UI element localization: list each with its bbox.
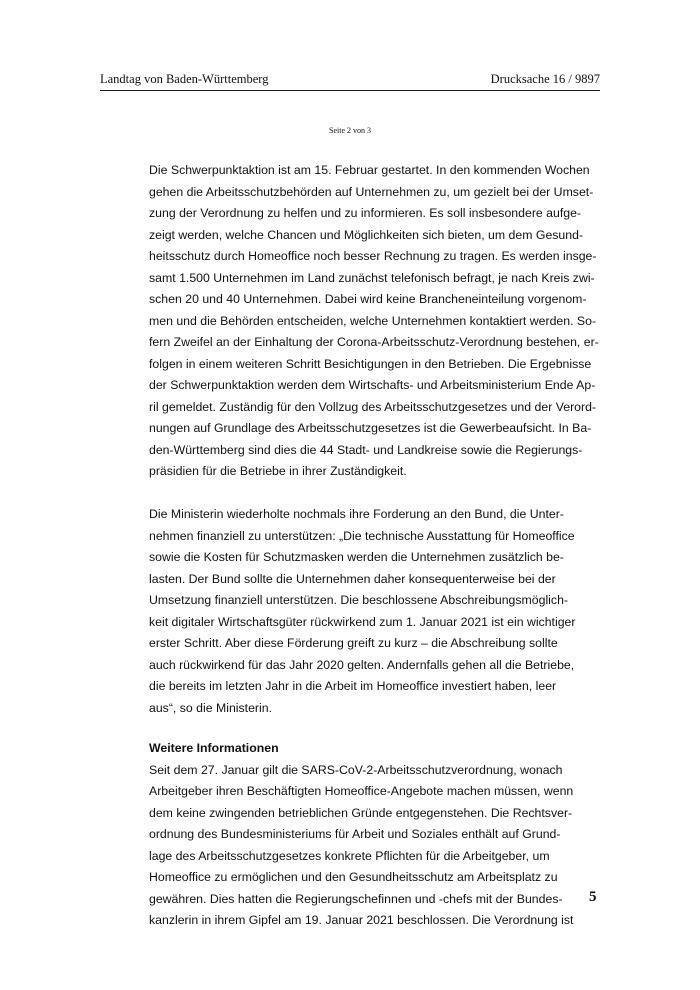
text-line: Seit dem 27. Januar gilt die SARS-CoV-2-Arbeitsschutzverordnung, wonach <box>149 762 563 777</box>
text-line: lage des Arbeitsschutzgesetzes konkrete Pflichten für die Arbeitgeber, um <box>149 848 550 863</box>
text-line: Die Schwerpunktaktion ist am 15. Februar gestartet. In den kommenden Wochen <box>149 163 590 177</box>
text-line: ril gemeldet. Zuständig für den Vollzug des Arbeitsschutzgesetzes und der Verord- <box>149 399 597 414</box>
page-number: 5 <box>589 889 597 905</box>
section-heading: Weitere Informationen <box>149 741 279 755</box>
text-line: erster Schritt. Aber diese Förderung greift zu kurz – die Abschreibung sollte <box>149 636 558 650</box>
text-line: Arbeitgeber ihren Beschäftigten Homeoffice-Angebote machen müssen, wenn <box>149 784 574 798</box>
paragraph-3 <box>149 760 574 932</box>
text-line: samt 1.500 Unternehmen im Land zunächst telefonisch befragt, je nach Kreis zwi- <box>149 270 595 285</box>
header-document-number: Drucksache 16 / 9897 <box>490 72 600 86</box>
text-line: die bereits im letzten Jahr in die Arbeit im Homeoffice investiert haben, leer <box>149 679 557 693</box>
text-line: den-Württemberg sind dies die 44 Stadt- und Landkreise sowie die Regierungs- <box>149 442 583 457</box>
text-line: heitsschutz durch Homeoffice noch besser Rechnung zu tragen. Es werden insge- <box>149 249 597 263</box>
text-line: ordnung des Bundesministeriums für Arbeit und Soziales enthält auf Grund- <box>149 827 561 841</box>
text-line: gewähren. Dies hatten die Regierungschefinnen und -chefs mit der Bundes- <box>149 891 563 906</box>
text-line: präsidien für die Betriebe in ihrer Zuständigkeit. <box>149 464 407 478</box>
text-line: folgen in einem weiteren Schritt Besichtigungen in den Betrieben. Die Ergebnisse <box>149 356 592 371</box>
text-line: aus“, so die Ministerin. <box>149 700 273 715</box>
text-line: gehen die Arbeitsschutzbehörden auf Unternehmen zu, um gezielt bei der Umset- <box>149 184 594 199</box>
paragraph-2 <box>149 504 576 719</box>
text-line: kanzlerin in ihrem Gipfel am 19. Januar 2021 beschlossen. Die Verordnung ist <box>149 913 574 927</box>
text-line: sowie die Kosten für Schutzmasken werden die Unternehmen zusätzlich be- <box>149 550 564 564</box>
text-line: der Schwerpunktaktion werden dem Wirtschafts- und Arbeitsministerium Ende Ap- <box>149 378 596 392</box>
text-line: nungen auf Grundlage des Arbeitsschutzgesetzes ist die Gewerbeaufsicht. In Ba- <box>149 421 592 435</box>
header-publisher: Landtag von Baden-Württemberg <box>100 72 269 86</box>
text-line: Umsetzung finanziell unterstützen. Die beschlossene Abschreibungsmöglich- <box>149 593 569 607</box>
text-line: zung der Verordnung zu helfen und zu informieren. Es soll insbesondere aufge- <box>149 206 582 220</box>
text-line: auch rückwirkend für das Jahr 2020 gelten. Andernfalls gehen all die Betriebe, <box>149 657 575 672</box>
paragraph-1 <box>149 160 599 483</box>
paragraph-spacer <box>149 719 561 738</box>
page-info: Seite 2 von 3 <box>329 126 371 135</box>
text-line: men und die Behörden entscheiden, welche Unternehmen kontaktiert werden. So- <box>149 313 597 328</box>
text-line: lasten. Der Bund sollte die Unternehmen daher konsequenterweise bei der <box>149 571 556 586</box>
paragraph-spacer <box>149 483 561 505</box>
text-line: keit digitaler Wirtschaftsgüter rückwirkend zum 1. Januar 2021 ist ein wichtiger <box>149 614 576 629</box>
text-line: fern Zweifel an der Einhaltung der Corona-Arbeitsschutz-Verordnung bestehen, er- <box>149 335 599 349</box>
page-header <box>100 72 600 91</box>
text-line: dem keine zwingenden betrieblichen Gründe entgegenstehen. Die Rechtsver- <box>149 805 573 820</box>
text-line: Homeoffice zu ermöglichen und den Gesundheitsschutz am Arbeitsplatz zu <box>149 870 558 884</box>
document-body <box>149 160 599 932</box>
text-line: Die Ministerin wiederholte nochmals ihre Forderung an den Bund, die Unter- <box>149 507 564 521</box>
text-line: schen 20 und 40 Unternehmen. Dabei wird keine Brancheneinteilung vorgenom- <box>149 292 587 306</box>
text-line: zeigt werden, welche Chancen und Möglichkeiten sich bieten, um dem Gesund- <box>149 227 584 242</box>
text-line: nehmen finanziell zu unterstützen: „Die technische Ausstattung für Homeoffice <box>149 528 575 543</box>
